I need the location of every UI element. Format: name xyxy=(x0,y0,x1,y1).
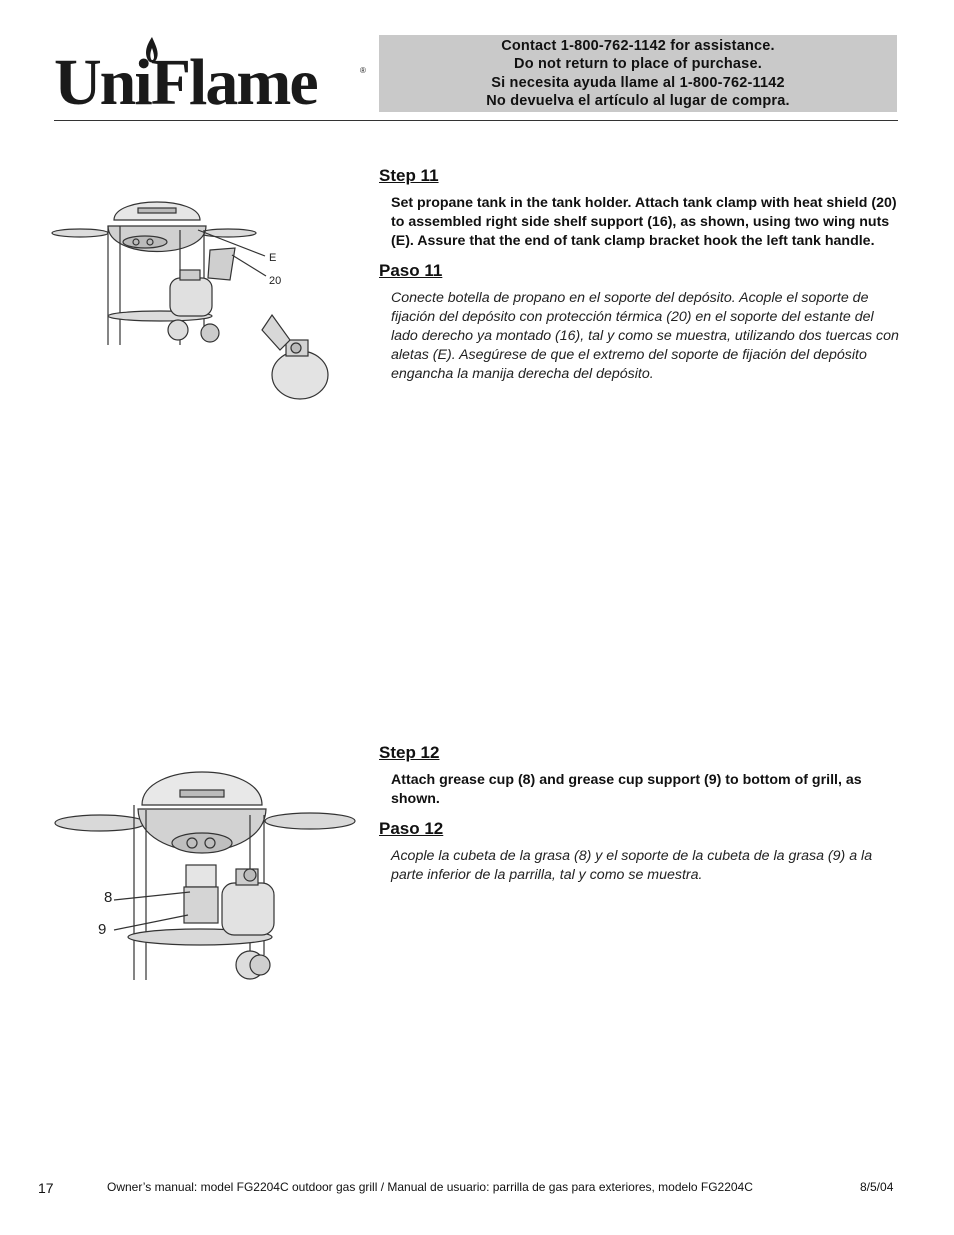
contact-line: No devuelva el artículo al lugar de compra. xyxy=(486,93,790,109)
paso-12-instructions-es: Acople la cubeta de la grasa (8) y el soporte de la cubeta de la grasa (9) a la parte inferior de la parrilla, tal y como se muestra. xyxy=(391,848,873,883)
callout-20: 20 xyxy=(269,275,282,287)
contact-box xyxy=(379,35,897,112)
step-11-instructions-en: Set propane tank in the tank holder. Attach tank clamp with heat shield (20) to assembled right side shelf support (16), as shown, using two wing nuts (E). Assure that the end of tank clamp bracket hook the left tank handle. xyxy=(391,195,897,249)
contact-line: Si necesita ayuda llame al 1-800-762-1142 xyxy=(491,74,785,91)
brand-name: UniFlame xyxy=(54,46,317,119)
step-12-heading: Step 12 xyxy=(379,743,440,762)
paso-11-heading: Paso 11 xyxy=(379,261,443,280)
uniflame-logo xyxy=(54,36,372,119)
callout-e: E xyxy=(269,252,277,264)
contact-line: Contact 1-800-762-1142 for assistance. xyxy=(501,37,775,54)
step-12-grill-illustration xyxy=(50,765,360,990)
step-11-heading: Step 11 xyxy=(379,166,439,185)
callout-8: 8 xyxy=(104,889,113,906)
page-number: 17 xyxy=(38,1180,54,1196)
header-divider xyxy=(54,120,898,121)
step-12-section xyxy=(379,743,904,885)
callout-9: 9 xyxy=(98,921,107,938)
step-12-instructions-en: Attach grease cup (8) and grease cup support (9) to bottom of grill, as shown. xyxy=(391,772,862,807)
step-11-grill-illustration xyxy=(50,190,360,410)
registered-mark: ® xyxy=(360,66,366,75)
step-11-section xyxy=(379,166,904,384)
contact-line: Do not return to place of purchase. xyxy=(514,56,762,72)
paso-12-heading: Paso 12 xyxy=(379,819,444,838)
footer-title: Owner’s manual: model FG2204C outdoor gas grill / Manual de usuario: parrilla de gas para exteriores, modelo FG2204C xyxy=(107,1180,753,1194)
footer-date: 8/5/04 xyxy=(860,1180,894,1194)
paso-11-instructions-es: Conecte botella de propano en el soporte del depósito. Acople el soporte de fijación del depósito con protección térmica (20) en el soporte del estante del lado derecho ya montado (16), tal y como se muestra, utilizando dos tuercas con aletas (E). Asegúrese de que el extremo del soporte de fijación del depósito engancha la manija derecha del depósito. xyxy=(391,290,899,382)
